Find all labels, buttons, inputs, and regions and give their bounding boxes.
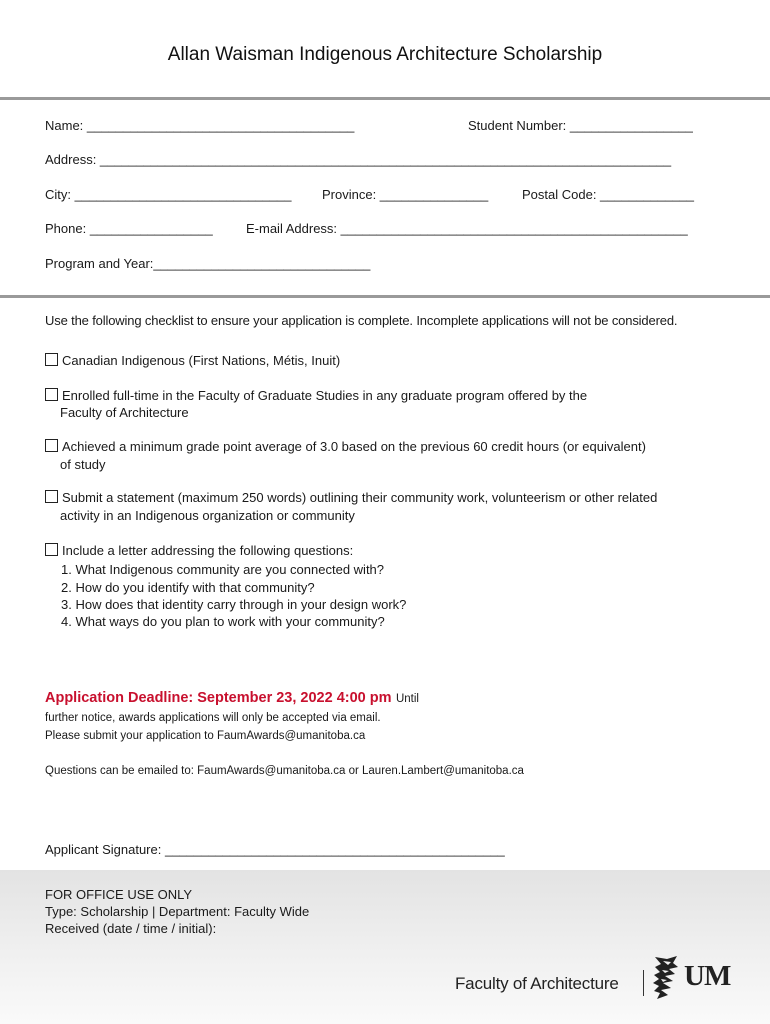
page-title: Allan Waisman Indigenous Architecture Scholarship (167, 44, 603, 65)
city-field[interactable]: City: ______________________________ (45, 187, 292, 202)
checkbox[interactable] (45, 439, 58, 452)
question-item: 3. How does that identity carry through in your design work? (61, 597, 407, 612)
checklist-item-continuation: Faculty of Architecture (60, 405, 189, 420)
top-divider (0, 97, 770, 100)
checklist-item-label: Include a letter addressing the following questions: (62, 543, 354, 558)
question-item: 1. What Indigenous community are you connected with? (61, 562, 385, 577)
checkbox[interactable] (45, 388, 58, 401)
checklist-item-label: Submit a statement (maximum 250 words) outlining their community work, volunteerism or other related (62, 490, 658, 505)
checklist-item (45, 353, 340, 368)
checklist-item-continuation: of study (60, 457, 106, 472)
checklist-item-continuation: activity in an Indigenous organization or community (60, 508, 355, 523)
checklist-item (45, 439, 646, 454)
checklist-item-label: Achieved a minimum grade point average of 3.0 based on the previous 60 credit hours (or equivalent) (62, 439, 646, 454)
address-field[interactable]: Address: _______________________________________________________________________________ (45, 152, 672, 167)
submission-instructions: Please submit your application to FaumAwards@umanitoba.ca (45, 730, 366, 742)
deadline-note: further notice, awards applications will only be accepted via email. (45, 712, 381, 724)
deadline-note-start: Until (395, 693, 419, 705)
checkbox[interactable] (45, 353, 58, 366)
faculty-logo-text: Faculty of Architecture (455, 974, 619, 993)
deadline-line (45, 689, 419, 707)
checklist-item (45, 490, 657, 505)
logo-divider (643, 970, 644, 996)
checkbox[interactable] (45, 543, 58, 556)
checklist-item-label: Canadian Indigenous (First Nations, Métis, Inuit) (62, 353, 341, 368)
postal-code-field[interactable]: Postal Code: _____________ (522, 187, 695, 202)
office-use-received: Received (date / time / initial): (45, 921, 217, 936)
bison-crest-icon (651, 955, 681, 1001)
questions-contact: Questions can be emailed to: FaumAwards@umanitoba.ca or Lauren.Lambert@umanitoba.ca (45, 765, 524, 777)
application-deadline: Application Deadline: September 23, 2022 4:00 pm (45, 690, 392, 706)
checklist-item (45, 543, 353, 558)
office-use-type: Type: Scholarship | Department: Faculty Wide (45, 904, 310, 919)
checkbox[interactable] (45, 490, 58, 503)
name-field[interactable]: Name: _____________________________________ (45, 118, 355, 133)
phone-field[interactable]: Phone: _________________ (45, 221, 213, 236)
program-year-field[interactable]: Program and Year:______________________________ (45, 256, 371, 271)
middle-divider (0, 295, 770, 298)
um-logo-text: UM (684, 960, 731, 992)
question-item: 2. How do you identify with that community? (61, 580, 315, 595)
signature-field[interactable]: Applicant Signature: _______________________________________________ (45, 842, 505, 857)
checklist-item-label: Enrolled full-time in the Faculty of Graduate Studies in any graduate program offered by the (62, 388, 588, 403)
student-number-field[interactable]: Student Number: _________________ (468, 118, 693, 133)
checklist-item (45, 388, 587, 403)
email-field[interactable]: E-mail Address: ________________________________________________ (246, 221, 688, 236)
province-field[interactable]: Province: _______________ (322, 187, 489, 202)
office-use-heading: FOR OFFICE USE ONLY (45, 887, 193, 902)
question-item: 4. What ways do you plan to work with your community? (61, 614, 385, 629)
checklist-intro: Use the following checklist to ensure your application is complete. Incomplete applications will not be considered. (45, 313, 678, 328)
